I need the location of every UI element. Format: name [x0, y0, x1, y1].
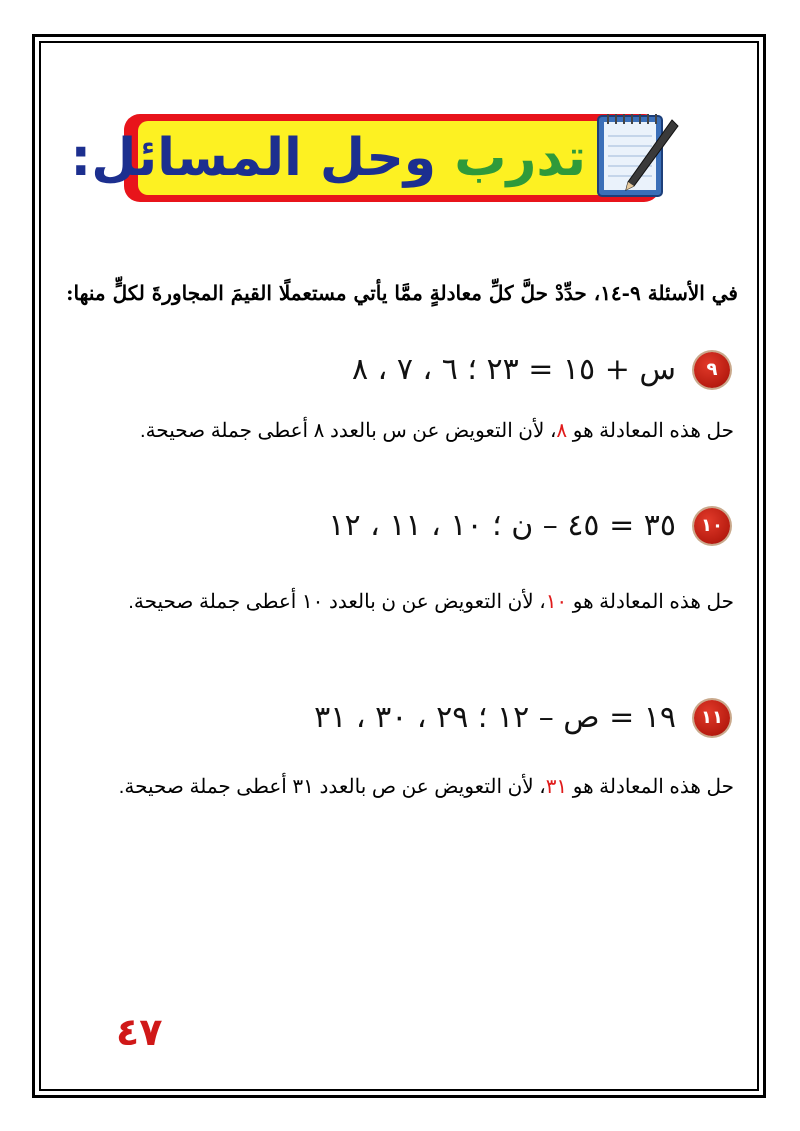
- answer-prefix: حل هذه المعادلة هو: [572, 420, 734, 442]
- question-equation: ٣٥ = ٤٥ – ن ؛ ١٠ ، ١١ ، ١٢: [328, 508, 676, 543]
- section-title-part2: وحل المسائل:: [70, 128, 437, 188]
- instructions-text: في الأسئلة ٩-١٤، حدِّدْ حلَّ كلِّ معادلةٍ ممَّا يأتي مستعملًا القيمَ المجاورةَ لكلٍّ منها:: [66, 281, 738, 305]
- question-9-answer: [140, 414, 734, 448]
- answer-prefix: حل هذه المعادلة هو: [572, 591, 734, 613]
- question-number-badge: ١٠: [694, 508, 730, 544]
- section-title-part1: تدرب: [454, 128, 586, 188]
- answer-value: ١٠: [545, 591, 568, 613]
- question-11-answer: [119, 770, 734, 804]
- question-9-equation-row: [352, 346, 730, 394]
- question-equation: ١٩ = ص – ١٢ ؛ ٢٩ ، ٣٠ ، ٣١: [314, 700, 676, 735]
- page-number: ٤٧: [116, 1010, 163, 1054]
- answer-prefix: حل هذه المعادلة هو: [572, 776, 734, 798]
- question-10-answer: [128, 585, 734, 619]
- question-11-equation-row: [314, 694, 730, 742]
- answer-suffix: ، لأن التعويض عن س بالعدد ٨ أعطى جملة صحيحة.: [140, 420, 557, 442]
- answer-value: ٣١: [545, 776, 568, 798]
- question-10-equation-row: [328, 502, 730, 550]
- answer-suffix: ، لأن التعويض عن ص بالعدد ٣١ أعطى جملة صحيحة.: [118, 776, 546, 798]
- question-number-badge: ١١: [694, 700, 730, 736]
- answer-suffix: ، لأن التعويض عن ن بالعدد ١٠ أعطى جملة صحيحة.: [128, 591, 546, 613]
- section-title: [70, 122, 586, 194]
- notepad-pencil-icon: [590, 104, 680, 204]
- question-number-badge: ٩: [694, 352, 730, 388]
- question-equation: س + ١٥ = ٢٣ ؛ ٦ ، ٧ ، ٨: [351, 352, 676, 387]
- answer-value: ٨: [556, 420, 568, 442]
